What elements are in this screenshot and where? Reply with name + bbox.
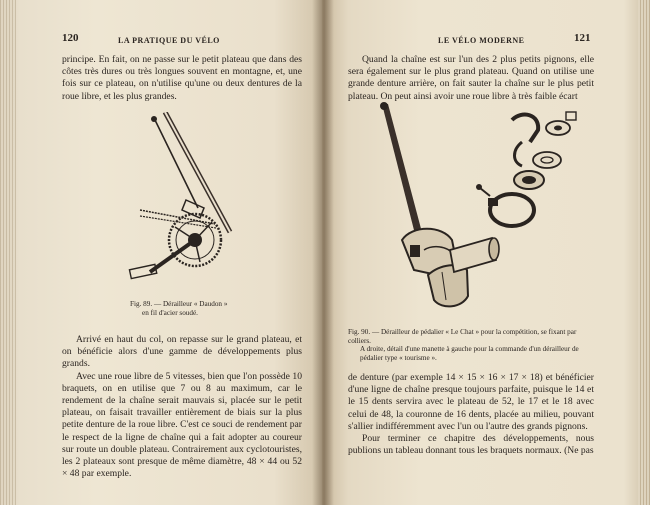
figure-89-caption-line1: Fig. 89. — Dérailleur « Daudon » bbox=[130, 300, 228, 308]
left-page-edges bbox=[0, 0, 16, 505]
right-bottom-text bbox=[348, 372, 594, 457]
figure-90-caption-line2: A droite, détail d'une manette à gauche pour la commande d'un dérailleur de pédalier type « tourisme ». bbox=[360, 345, 579, 362]
right-page-edges bbox=[638, 0, 650, 505]
figure-90-caption-line1: Fig. 90. — Dérailleur de pédalier « Le Chat » pour la compétition, se fixant par colliers. bbox=[348, 328, 577, 345]
left-paragraph-3: Avec une roue libre de 5 vitesses, bien que l'on possède 10 braquets, on en utilise que 7 ou 8 au maximum, car le rendement de la chaîne serait mauvais si, placée sur le petit plateau, on faisait travailler entièrement de biais sur la plus petite denture de la roue libre. C'est ce souci de rendement par le respect de la ligne de chaîne qui a fait adopter au coureur sur route un double plateau. Contrairement aux cyclotouristes, les 2 plateaux sont presque de même diamètre, 48 × 44 ou 52 × 48 par exemple. bbox=[62, 370, 302, 480]
figure-89-caption bbox=[130, 300, 280, 317]
right-paragraph-2: de denture (par exemple 14 × 15 × 16 × 17 × 18) et bénéficier d'une ligne de chaîne presque toujours parfaite, puisque le 14 et le 15 dents servira avec le plateau de 52, le 17 et le 18 avec celui de 48, la couronne de 16 dents, placée au milieu, pouvant s'allier indifféremment avec l'un ou l'autre des grands pignons. bbox=[348, 372, 594, 432]
left-running-head: LA PRATIQUE DU VÉLO bbox=[118, 36, 220, 45]
figure-89-derailleur-daudon bbox=[120, 112, 245, 297]
right-page bbox=[322, 0, 650, 505]
left-top-text bbox=[62, 54, 302, 103]
left-paragraph-2: Arrivé en haut du col, on repasse sur le grand plateau, et on bénéficie alors d'une gamme de développements plus grands. bbox=[62, 334, 302, 370]
right-paragraph-3: Pour terminer ce chapitre des développements, nous publions un tableau donnant tous les braquets normaux. (Ne pas bbox=[348, 433, 594, 457]
figure-90-derailleur-le-chat bbox=[362, 100, 582, 322]
figure-89-caption-line2: en fil d'acier soudé. bbox=[142, 308, 198, 317]
left-top-paragraph: principe. En fait, on ne passe sur le petit plateau que dans des côtes très dures ou très longues souvent en montagne, et, une fois sur ce plateau, on n'utilise qu'une ou deux dentures de la roue libre, et les plus grandes. bbox=[62, 54, 302, 102]
right-running-head: LE VÉLO MODERNE bbox=[438, 36, 525, 45]
right-top-paragraph: Quand la chaîne est sur l'un des 2 plus petits pignons, elle sera également sur le plus grand plateau. Quand on utilise une grande denture arrière, on fait sauter la chaîne sur le plus petit plateau. On peut ainsi avoir une roue libre à très faible écart bbox=[348, 54, 594, 102]
figure-90-caption bbox=[348, 328, 596, 362]
book-gutter bbox=[312, 0, 334, 505]
right-page-number: 121 bbox=[574, 32, 591, 44]
left-bottom-text bbox=[62, 334, 302, 480]
left-page-number: 120 bbox=[62, 32, 79, 44]
right-top-text bbox=[348, 54, 594, 103]
left-page bbox=[0, 0, 322, 505]
